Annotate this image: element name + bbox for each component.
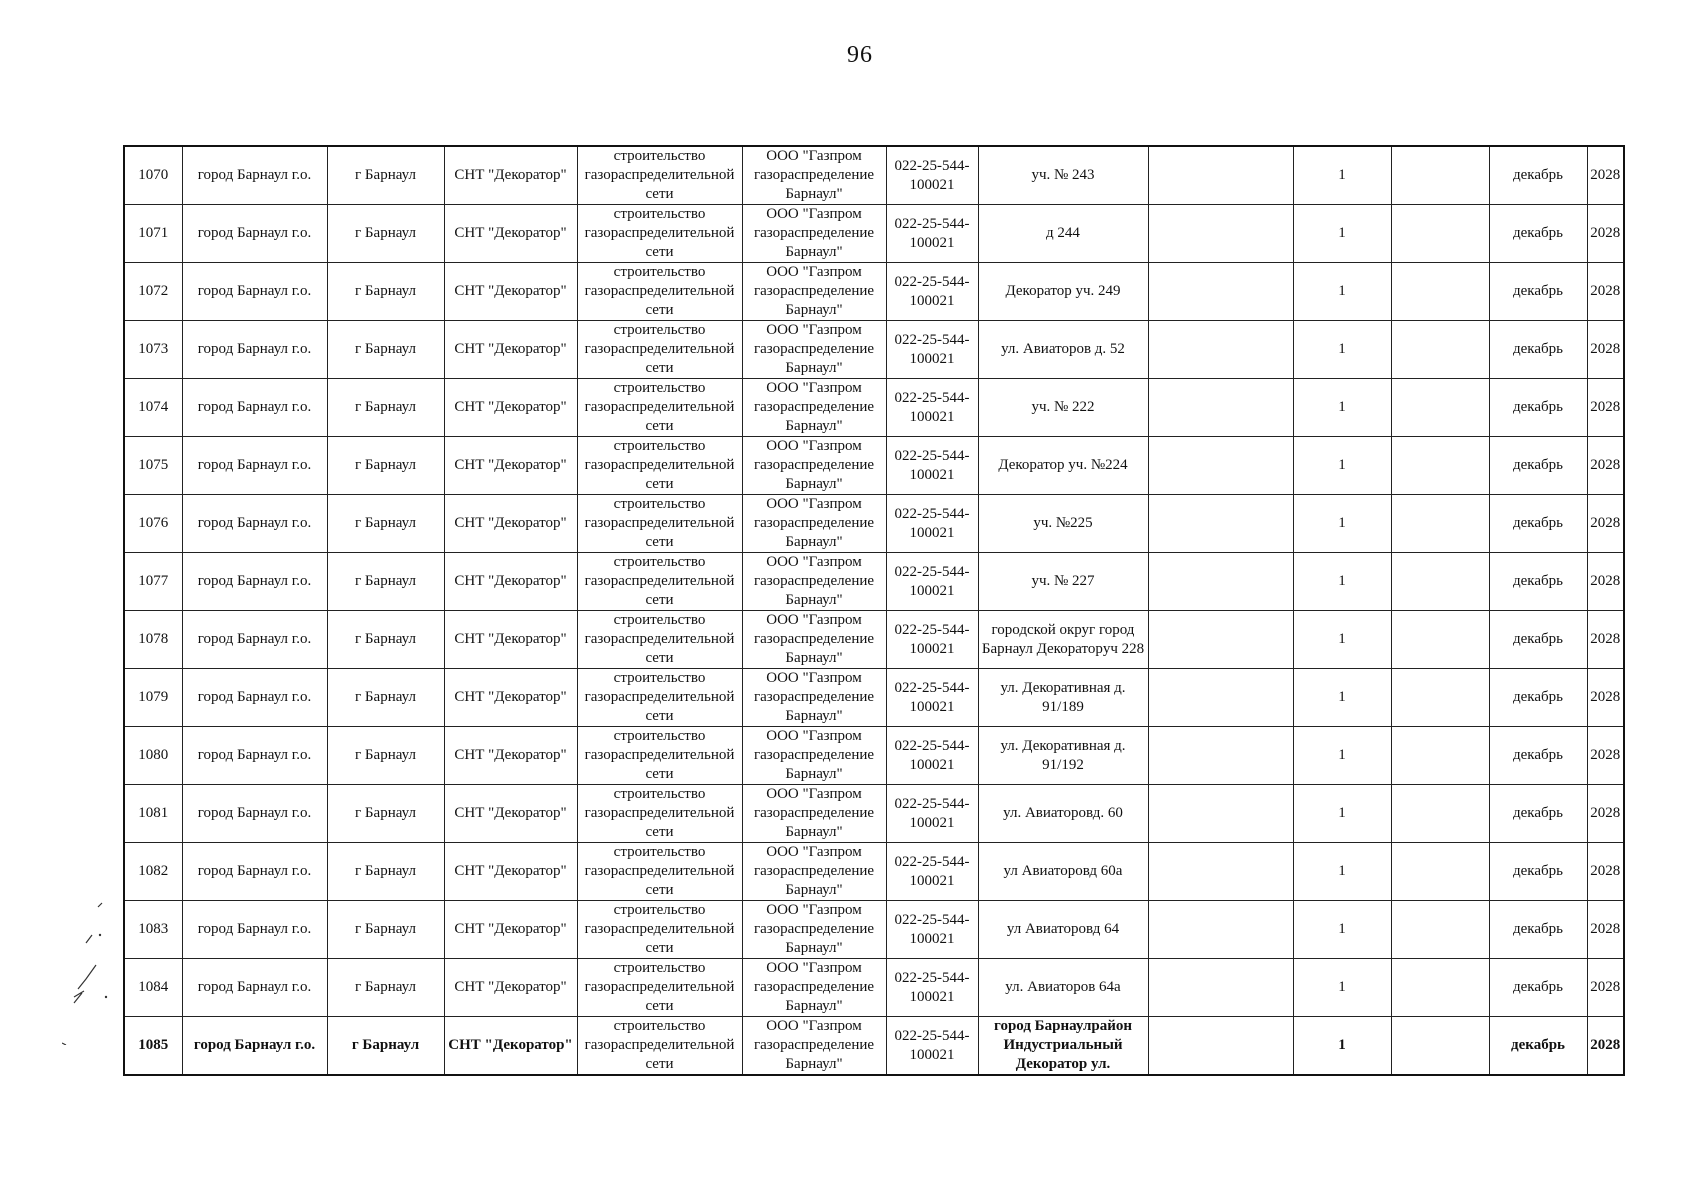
empty-cell [1391,1017,1489,1076]
program-code-cell: 022-25-544-100021 [886,146,978,205]
district-cell: город Барнаул г.о. [182,379,327,437]
empty-cell [1391,901,1489,959]
row-number-cell: 1078 [124,611,182,669]
locality-cell: г Барнаул [327,553,444,611]
month-cell: декабрь [1489,669,1587,727]
year-cell: 2028 [1587,495,1624,553]
address-cell: ул. Декоративная д. 91/192 [978,727,1148,785]
address-cell: Декоратор уч. №224 [978,437,1148,495]
snt-cell: СНТ "Декоратор" [444,611,577,669]
empty-cell [1148,553,1293,611]
district-cell: город Барнаул г.о. [182,959,327,1017]
organization-cell: ООО "Газпром газораспределение Барнаул" [742,437,886,495]
snt-cell: СНТ "Декоратор" [444,379,577,437]
work-type-cell: строительство газораспределительной сети [577,1017,742,1076]
snt-cell: СНТ "Декоратор" [444,843,577,901]
row-number-cell: 1073 [124,321,182,379]
organization-cell: ООО "Газпром газораспределение Барнаул" [742,263,886,321]
month-cell: декабрь [1489,205,1587,263]
program-code-cell: 022-25-544-100021 [886,437,978,495]
work-type-cell: строительство газораспределительной сети [577,495,742,553]
table-row [124,669,1624,727]
empty-cell [1391,959,1489,1017]
snt-cell: СНТ "Декоратор" [444,1017,577,1076]
month-cell: декабрь [1489,843,1587,901]
program-code-cell: 022-25-544-100021 [886,321,978,379]
table-row [124,495,1624,553]
table-row [124,205,1624,263]
year-cell: 2028 [1587,611,1624,669]
month-cell: декабрь [1489,901,1587,959]
row-number-cell: 1074 [124,379,182,437]
empty-cell [1391,321,1489,379]
program-code-cell: 022-25-544-100021 [886,843,978,901]
work-type-cell: строительство газораспределительной сети [577,437,742,495]
snt-cell: СНТ "Декоратор" [444,495,577,553]
district-cell: город Барнаул г.о. [182,205,327,263]
page-number: 96 [847,42,873,68]
quantity-cell: 1 [1293,843,1391,901]
address-cell: ул. Авиаторовд. 60 [978,785,1148,843]
table-row [124,901,1624,959]
work-type-cell: строительство газораспределительной сети [577,553,742,611]
quantity-cell: 1 [1293,437,1391,495]
quantity-cell: 1 [1293,146,1391,205]
empty-cell [1391,146,1489,205]
month-cell: декабрь [1489,379,1587,437]
empty-cell [1148,495,1293,553]
locality-cell: г Барнаул [327,263,444,321]
month-cell: декабрь [1489,959,1587,1017]
row-number-cell: 1079 [124,669,182,727]
organization-cell: ООО "Газпром газораспределение Барнаул" [742,379,886,437]
empty-cell [1148,669,1293,727]
quantity-cell: 1 [1293,495,1391,553]
organization-cell: ООО "Газпром газораспределение Барнаул" [742,611,886,669]
address-cell: уч. № 222 [978,379,1148,437]
empty-cell [1391,669,1489,727]
address-cell: уч. № 227 [978,553,1148,611]
table-row [124,321,1624,379]
organization-cell: ООО "Газпром газораспределение Барнаул" [742,553,886,611]
locality-cell: г Барнаул [327,495,444,553]
empty-cell [1148,321,1293,379]
work-type-cell: строительство газораспределительной сети [577,843,742,901]
locality-cell: г Барнаул [327,1017,444,1076]
month-cell: декабрь [1489,321,1587,379]
work-type-cell: строительство газораспределительной сети [577,959,742,1017]
year-cell: 2028 [1587,727,1624,785]
organization-cell: ООО "Газпром газораспределение Барнаул" [742,785,886,843]
quantity-cell: 1 [1293,785,1391,843]
district-cell: город Барнаул г.о. [182,263,327,321]
empty-cell [1391,495,1489,553]
table-row [124,611,1624,669]
snt-cell: СНТ "Декоратор" [444,437,577,495]
quantity-cell: 1 [1293,959,1391,1017]
district-cell: город Барнаул г.о. [182,495,327,553]
empty-cell [1148,205,1293,263]
quantity-cell: 1 [1293,611,1391,669]
row-number-cell: 1072 [124,263,182,321]
snt-cell: СНТ "Декоратор" [444,669,577,727]
organization-cell: ООО "Газпром газораспределение Барнаул" [742,146,886,205]
organization-cell: ООО "Газпром газораспределение Барнаул" [742,901,886,959]
district-cell: город Барнаул г.о. [182,146,327,205]
year-cell: 2028 [1587,437,1624,495]
table-row [124,843,1624,901]
locality-cell: г Барнаул [327,901,444,959]
row-number-cell: 1077 [124,553,182,611]
address-cell: ул. Авиаторов 64а [978,959,1148,1017]
organization-cell: ООО "Газпром газораспределение Барнаул" [742,669,886,727]
program-code-cell: 022-25-544-100021 [886,727,978,785]
program-code-cell: 022-25-544-100021 [886,785,978,843]
locality-cell: г Барнаул [327,205,444,263]
quantity-cell: 1 [1293,553,1391,611]
month-cell: декабрь [1489,553,1587,611]
organization-cell: ООО "Газпром газораспределение Барнаул" [742,205,886,263]
locality-cell: г Барнаул [327,379,444,437]
row-number-cell: 1071 [124,205,182,263]
month-cell: декабрь [1489,785,1587,843]
row-number-cell: 1081 [124,785,182,843]
program-code-cell: 022-25-544-100021 [886,611,978,669]
year-cell: 2028 [1587,669,1624,727]
empty-cell [1148,959,1293,1017]
district-cell: город Барнаул г.о. [182,785,327,843]
organization-cell: ООО "Газпром газораспределение Барнаул" [742,495,886,553]
locality-cell: г Барнаул [327,727,444,785]
year-cell: 2028 [1587,553,1624,611]
quantity-cell: 1 [1293,901,1391,959]
address-cell: город Барнаулрайон Индустриальный Декоратор ул. [978,1017,1148,1076]
empty-cell [1148,843,1293,901]
district-cell: город Барнаул г.о. [182,901,327,959]
scan-margin-marks [62,895,122,1045]
district-cell: город Барнаул г.о. [182,727,327,785]
work-type-cell: строительство газораспределительной сети [577,669,742,727]
empty-cell [1391,727,1489,785]
work-type-cell: строительство газораспределительной сети [577,727,742,785]
quantity-cell: 1 [1293,727,1391,785]
locality-cell: г Барнаул [327,146,444,205]
program-code-cell: 022-25-544-100021 [886,959,978,1017]
empty-cell [1148,785,1293,843]
program-code-cell: 022-25-544-100021 [886,1017,978,1076]
quantity-cell: 1 [1293,669,1391,727]
empty-cell [1148,437,1293,495]
locality-cell: г Барнаул [327,321,444,379]
work-type-cell: строительство газораспределительной сети [577,901,742,959]
table-row [124,553,1624,611]
row-number-cell: 1084 [124,959,182,1017]
year-cell: 2028 [1587,146,1624,205]
district-cell: город Барнаул г.о. [182,553,327,611]
table-row [124,1017,1624,1076]
row-number-cell: 1083 [124,901,182,959]
address-cell: уч. № 243 [978,146,1148,205]
year-cell: 2028 [1587,1017,1624,1076]
table-row [124,785,1624,843]
address-cell: городской округ город Барнаул Декоратоpуч 228 [978,611,1148,669]
locality-cell: г Барнаул [327,669,444,727]
year-cell: 2028 [1587,843,1624,901]
work-type-cell: строительство газораспределительной сети [577,321,742,379]
program-code-cell: 022-25-544-100021 [886,901,978,959]
locality-cell: г Барнаул [327,959,444,1017]
year-cell: 2028 [1587,321,1624,379]
row-number-cell: 1082 [124,843,182,901]
quantity-cell: 1 [1293,379,1391,437]
month-cell: декабрь [1489,146,1587,205]
empty-cell [1148,901,1293,959]
snt-cell: СНТ "Декоратор" [444,321,577,379]
table-row [124,379,1624,437]
month-cell: декабрь [1489,437,1587,495]
year-cell: 2028 [1587,785,1624,843]
snt-cell: СНТ "Декоратор" [444,959,577,1017]
work-type-cell: строительство газораспределительной сети [577,205,742,263]
district-cell: город Барнаул г.о. [182,321,327,379]
snt-cell: СНТ "Декоратор" [444,205,577,263]
empty-cell [1391,843,1489,901]
row-number-cell: 1085 [124,1017,182,1076]
program-code-cell: 022-25-544-100021 [886,263,978,321]
year-cell: 2028 [1587,205,1624,263]
address-cell: ул Авиаторовд 60а [978,843,1148,901]
table-row [124,727,1624,785]
district-cell: город Барнаул г.о. [182,611,327,669]
empty-cell [1148,146,1293,205]
quantity-cell: 1 [1293,1017,1391,1076]
address-cell: уч. №225 [978,495,1148,553]
snt-cell: СНТ "Декоратор" [444,146,577,205]
table-row [124,146,1624,205]
program-code-cell: 022-25-544-100021 [886,205,978,263]
row-number-cell: 1080 [124,727,182,785]
address-cell: Декоратор уч. 249 [978,263,1148,321]
district-cell: город Барнаул г.о. [182,437,327,495]
snt-cell: СНТ "Декоратор" [444,553,577,611]
snt-cell: СНТ "Декоратор" [444,785,577,843]
program-code-cell: 022-25-544-100021 [886,495,978,553]
organization-cell: ООО "Газпром газораспределение Барнаул" [742,321,886,379]
quantity-cell: 1 [1293,263,1391,321]
snt-cell: СНТ "Декоратор" [444,727,577,785]
work-type-cell: строительство газораспределительной сети [577,263,742,321]
program-code-cell: 022-25-544-100021 [886,669,978,727]
empty-cell [1391,611,1489,669]
district-cell: город Барнаул г.о. [182,843,327,901]
empty-cell [1148,263,1293,321]
empty-cell [1391,379,1489,437]
organization-cell: ООО "Газпром газораспределение Барнаул" [742,727,886,785]
row-number-cell: 1076 [124,495,182,553]
empty-cell [1148,1017,1293,1076]
empty-cell [1391,437,1489,495]
snt-cell: СНТ "Декоратор" [444,901,577,959]
table-row [124,263,1624,321]
register-table [123,145,1625,1076]
empty-cell [1391,553,1489,611]
month-cell: декабрь [1489,263,1587,321]
month-cell: декабрь [1489,611,1587,669]
locality-cell: г Барнаул [327,611,444,669]
empty-cell [1148,611,1293,669]
year-cell: 2028 [1587,959,1624,1017]
organization-cell: ООО "Газпром газораспределение Барнаул" [742,843,886,901]
quantity-cell: 1 [1293,205,1391,263]
program-code-cell: 022-25-544-100021 [886,553,978,611]
quantity-cell: 1 [1293,321,1391,379]
address-cell: ул Авиаторовд 64 [978,901,1148,959]
organization-cell: ООО "Газпром газораспределение Барнаул" [742,1017,886,1076]
month-cell: декабрь [1489,495,1587,553]
locality-cell: г Барнаул [327,437,444,495]
district-cell: город Барнаул г.о. [182,669,327,727]
empty-cell [1391,263,1489,321]
empty-cell [1391,785,1489,843]
snt-cell: СНТ "Декоратор" [444,263,577,321]
month-cell: декабрь [1489,727,1587,785]
address-cell: ул. Авиаторов д. 52 [978,321,1148,379]
work-type-cell: строительство газораспределительной сети [577,379,742,437]
empty-cell [1148,379,1293,437]
locality-cell: г Барнаул [327,843,444,901]
table-row [124,437,1624,495]
year-cell: 2028 [1587,901,1624,959]
program-code-cell: 022-25-544-100021 [886,379,978,437]
locality-cell: г Барнаул [327,785,444,843]
district-cell: город Барнаул г.о. [182,1017,327,1076]
month-cell: декабрь [1489,1017,1587,1076]
organization-cell: ООО "Газпром газораспределение Барнаул" [742,959,886,1017]
address-cell: ул. Декоративная д. 91/189 [978,669,1148,727]
year-cell: 2028 [1587,263,1624,321]
row-number-cell: 1075 [124,437,182,495]
table-row [124,959,1624,1017]
work-type-cell: строительство газораспределительной сети [577,146,742,205]
empty-cell [1148,727,1293,785]
empty-cell [1391,205,1489,263]
work-type-cell: строительство газораспределительной сети [577,611,742,669]
year-cell: 2028 [1587,379,1624,437]
row-number-cell: 1070 [124,146,182,205]
address-cell: д 244 [978,205,1148,263]
work-type-cell: строительство газораспределительной сети [577,785,742,843]
